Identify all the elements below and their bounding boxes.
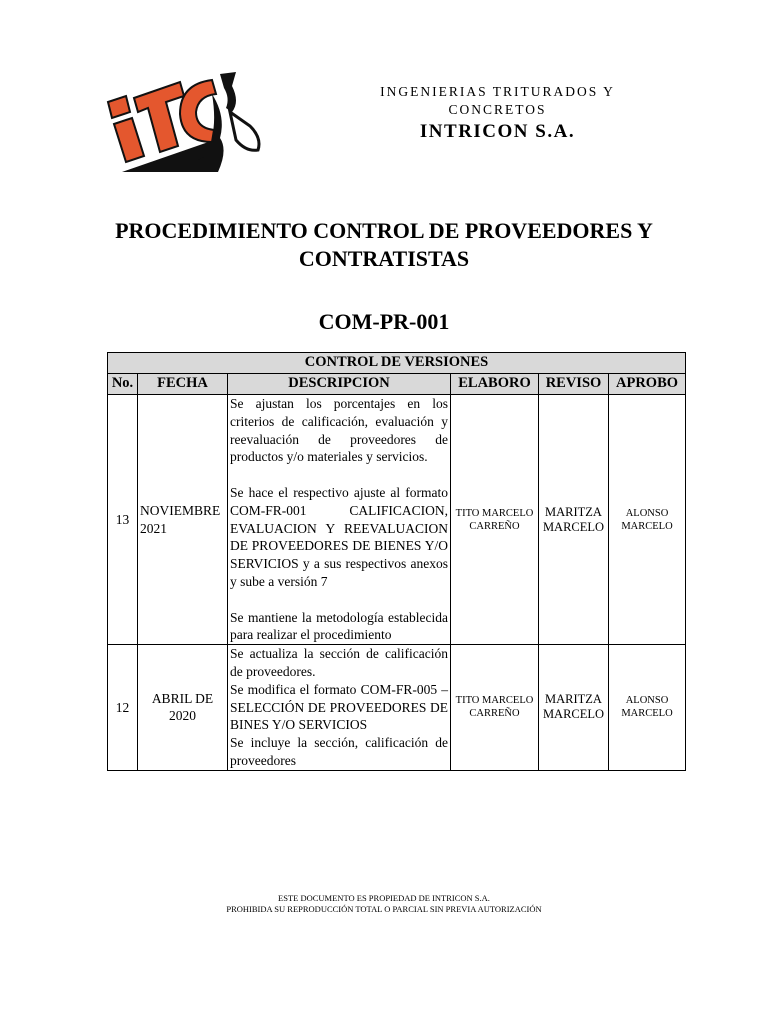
footer-copyright: PROHIBIDA SU REPRODUCCIÓN TOTAL O PARCIAL SIN PREVIA AUTORIZACIÓN [226, 904, 542, 914]
company-name: INTRICON S.A. [419, 121, 576, 142]
column-header-aprobo: APROBO [609, 374, 686, 395]
logo-letter-i-dot [108, 96, 130, 118]
cell-aprobo: ALONSO MARCELO [609, 395, 686, 645]
cell-elaboro: TITO MARCELO CARREÑO [451, 645, 539, 771]
table-row [108, 395, 686, 645]
cell-reviso: MARITZA MARCELO [539, 395, 609, 645]
versions-caption-row [108, 353, 686, 374]
column-header-reviso: REVISO [539, 374, 609, 395]
logo-tool-blade [230, 112, 259, 150]
column-header-descripcion: DESCRIPCION [228, 374, 451, 395]
footer-ownership: ESTE DOCUMENTO ES PROPIEDAD DE INTRICON S.A. [278, 893, 490, 903]
versions-caption: CONTROL DE VERSIONES [108, 353, 686, 374]
logo-tool-handle [220, 72, 236, 112]
document-footer [60, 893, 708, 915]
cell-elaboro: TITO MARCELO CARREÑO [451, 395, 539, 645]
column-header-no: No. [108, 374, 138, 395]
logo-letter-i [114, 118, 144, 162]
column-header-fecha: FECHA [138, 374, 228, 395]
cell-descripcion [228, 395, 451, 645]
description-paragraph: Se actualiza la sección de calificación de proveedores. [230, 646, 448, 679]
column-header-elaboro: ELABORO [451, 374, 539, 395]
cell-fecha: NOVIEMBRE 2021 [138, 395, 228, 645]
company-subtitle: INGENIERIAS TRITURADOS Y CONCRETOS [380, 84, 615, 117]
cell-descripcion [228, 645, 451, 771]
cell-no: 12 [108, 645, 138, 771]
document-title: PROCEDIMIENTO CONTROL DE PROVEEDORES Y CONTRATISTAS [115, 218, 653, 271]
description-paragraph: Se modifica el formato COM-FR-005 – SELECCIÓN DE PROVEEDORES DE BINES Y/O SERVICIOS [230, 681, 448, 733]
cell-no: 13 [108, 395, 138, 645]
cell-reviso: MARITZA MARCELO [539, 645, 609, 771]
versions-table [107, 352, 686, 771]
column-header-row [108, 374, 686, 395]
logo-letter-t [134, 82, 184, 152]
description-paragraph: Se incluye la sección, calificación de proveedores [230, 735, 448, 768]
cell-aprobo: ALONSO MARCELO [609, 645, 686, 771]
description-paragraph: Se hace el respectivo ajuste al formato COM-FR-001 CALIFICACION, EVALUACION Y REEVALUACION DE PROVEEDORES DE BIENES Y/O SERVICIOS y a sus respectivos anexos y sube a versión 7 [230, 484, 448, 589]
document-code: COM-PR-001 [318, 309, 450, 334]
description-paragraph: Se mantiene la metodología establecida para realizar el procedimiento [230, 609, 448, 643]
logo-letter-c [180, 80, 216, 142]
description-paragraph: Se ajustan los porcentajes en los criterios de calificación, evaluación y reevaluación de proveedores de productos y/o materiales y servicios. [230, 396, 448, 465]
cell-fecha: ABRIL DE 2020 [138, 645, 228, 771]
table-row [108, 645, 686, 771]
company-logo [100, 68, 270, 176]
